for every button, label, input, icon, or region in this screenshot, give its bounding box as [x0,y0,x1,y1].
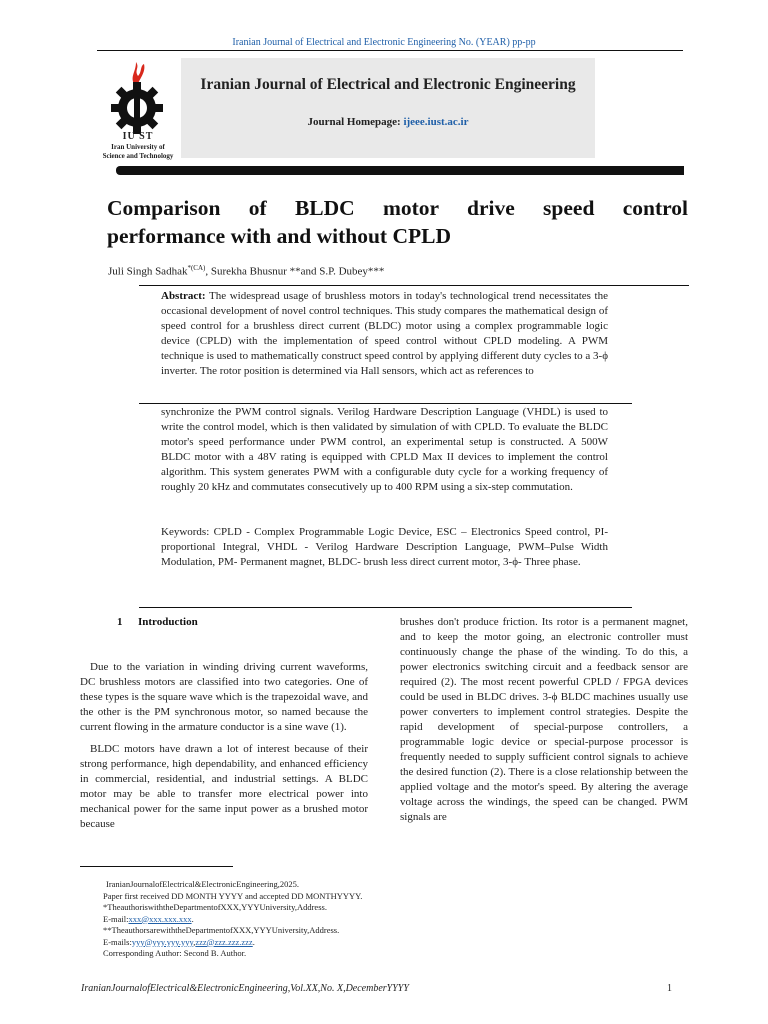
gear-torch-logo-icon [96,60,180,134]
abstract-label: Abstract: [161,290,206,302]
abstract-block-2: synchronize the PWM control signals. Verilog Hardware Description Language (VHDL) is used to write the control model, which is then validated by simulation of with CPLD. To evaluate the BLDC motor's speed performance under PWM control, an experimental setup is constructed. A 500W BLDC motor with a 48V rating is equipped with CPLD Max II devices to implement the control algorithm. This system generates PWM with a configurable duty cycle for a working frequency of roughly 20 kHz and commutates consecutively up to 400 RPM using a six-step commutation. [161,406,608,493]
footnote-email1: E-mail:xxx@xxx.xxx.xxx. [103,913,194,924]
footnote-dates: Paper first received DD MONTH YYYY and accepted DD MONTHYYYY. [103,890,363,901]
section-title: Introduction [138,616,198,628]
keywords: Keywords: CPLD - Complex Programmable Logic Device, ESC – Electronics Speed control, PI- proportional Integral, VHDL - Verilog Hardware Description Language, PWM–Pulse Width Modulation, PM- Permanent magnet, BLDC- brush less direct current motor, 3-ϕ- Three phase. [161,526,608,568]
homepage-label: Journal Homepage: [307,116,401,128]
left-column [80,660,368,839]
footnote-author2: **TheauthorsarewiththeDepartmentofXXX,YYYUniversity,Address. [103,925,340,935]
right-column [400,615,688,832]
section-heading [117,616,198,628]
abstract-block-1: Abstract: The widespread usage of brushless motors in today's technological trend necessitates the occasional development of novel control techniques. This study compares the mathematical design of speed control for a brushless direct current (BLDC) motor using a complex programmable logic device (CPLD) with the implementation of speed control without CPLD modeling. A PWM technique is used to mathematically construct speed control by applying different duty cycles to a 3-ϕ inverter. The rotor position is determined via Hall sensors, which act as references to [161,290,608,377]
journal-title: Iranian Journal of Electrical and Electronic Engineering [200,76,576,93]
intro-paragraph-3: brushes don't produce friction. Its rotor is a permanent magnet, and to keep the motor going, an electronic controller must continuously change the phase of the winding. To do this, a power electronics switching circuit and a feedback sensor are required (2). The most recent powerful CPLD / FPGA devices could be used in BLDC drives. 3-ϕ BLDC machines usually use power converters to implement control strategies. Despite the rapid development of special-purpose controllers, a programmable logic device or special-purpose processor is frequently needed to supply sufficient control signals to achieve the desired function (2). There is a close relationship between the applied voltage and the motor's speed. By altering the average voltage across the windings, the speed can be changed. PWM signals are [400,616,688,823]
footnote-rule [80,866,233,867]
footnotes [103,879,443,960]
journal-banner [181,58,595,158]
logo-abbreviation: IU ST [122,131,154,142]
intro-paragraph-1: Due to the variation in winding driving current waveforms, DC brushless motors are classified into two categories. One of these types is the square wave which is the trapezoidal wave, and the other is the PM synchronous motor, so named because the current flowing in the armature conductor is a sine wave (1). [80,661,368,733]
author-mark: *(CA) [187,264,206,272]
running-header: Iranian Journal of Electrical and Electronic Engineering No. (YEAR) pp-pp [232,37,536,48]
footnote-corresponding: Corresponding Author: Second B. Author. [103,948,247,958]
email-link-1[interactable]: xxx@xxx.xxx.xxx [128,913,192,924]
header-rule [97,50,683,51]
email-link-2[interactable]: yyy@yyy.yyy.yyy [131,936,194,947]
abstract-mid-rule [139,403,632,404]
homepage-link[interactable]: ijeee.iust.ac.ir [403,116,469,128]
abstract-top-rule [139,285,689,286]
page-number: 1 [667,983,672,994]
banner-thick-rule [116,166,684,175]
footnote-journal: IranianJournalofElectrical&ElectronicEngineering,2025. [106,879,300,889]
logo-university-name: Iran University of Science and Technology [102,143,174,160]
abstract-bottom-rule [139,607,632,608]
journal-homepage [181,116,595,128]
footnote-author1: *TheauthoriswiththeDepartmentofXXX,YYYUniversity,Address. [103,902,327,912]
paper-authors: Juli Singh Sadhak$^{*(CA)}$, Surekha Bhusnur **and S.P. Dubey*** [108,264,385,278]
email-link-3[interactable]: zzz@zzz.zzz.zzz [195,936,253,947]
section-number: 1 [117,616,123,628]
footer-citation: IranianJournalofElectrical&ElectronicEngineering,Vol.XX,No. X,DecemberYYYY [81,983,409,994]
paper-title: Comparison of BLDC motor drive speed control performance with and without CPLD [107,196,688,248]
footnote-email2: E-mails:yyy@yyy.yyy.yyy,zzz@zzz.zzz.zzz. [103,936,255,947]
intro-paragraph-2: BLDC motors have drawn a lot of interest because of their strong performance, high dependability, and enhanced efficiency in commercial, residential, and industrial settings. A BLDC motor may be able to transfer more electrical power into mechanical power for the same input power as a brushed motor because [80,743,368,830]
